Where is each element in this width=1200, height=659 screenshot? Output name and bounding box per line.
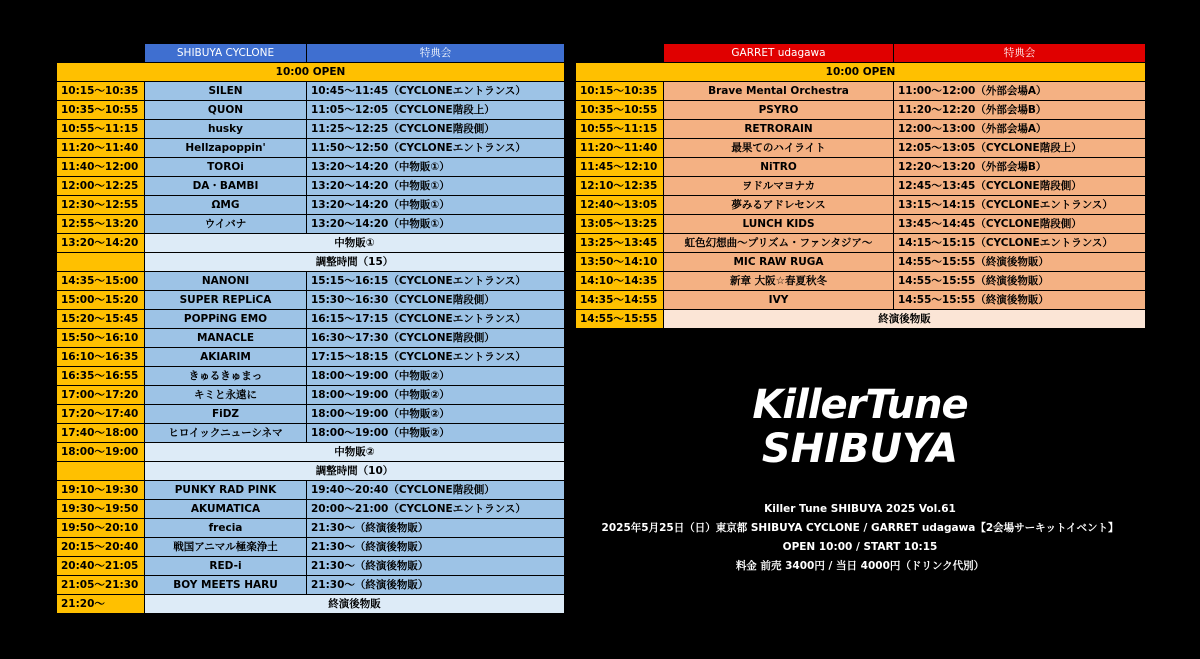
tokuten-cell: 21:30〜（終演後物販） — [307, 538, 565, 557]
act-row — [57, 538, 565, 557]
act-row — [57, 291, 565, 310]
act-row — [57, 120, 565, 139]
tokuten-cell: 13:20〜14:20（中物販①） — [307, 158, 565, 177]
act-row — [57, 519, 565, 538]
artist-cell: ヒロイックニューシネマ — [145, 424, 307, 443]
event-date-venue: 2025年5月25日（日）東京都 SHIBUYA CYCLONE / GARRET udagawa【2会場サーキットイベント】 — [601, 522, 1119, 534]
act-row — [57, 576, 565, 595]
artist-cell: Hellzapoppin' — [145, 139, 307, 158]
act-row — [57, 424, 565, 443]
act-row — [576, 158, 1146, 177]
artist-cell: 新章 大阪☆春夏秋冬 — [664, 272, 894, 291]
time-cell: 12:30〜12:55 — [57, 196, 145, 215]
artist-cell: Brave Mental Orchestra — [664, 82, 894, 101]
tokuten-cell: 21:30〜（終演後物販） — [307, 557, 565, 576]
act-row — [57, 82, 565, 101]
act-row — [576, 177, 1146, 196]
tokuten-cell: 18:00〜19:00（中物販②） — [307, 386, 565, 405]
act-row — [57, 386, 565, 405]
act-row — [576, 215, 1146, 234]
span-cell: 調整時間（10） — [145, 462, 565, 481]
time-cell: 19:30〜19:50 — [57, 500, 145, 519]
act-row — [576, 196, 1146, 215]
tokuten-cell: 11:05〜12:05（CYCLONE階段上） — [307, 101, 565, 120]
act-row — [576, 234, 1146, 253]
time-cell — [57, 253, 145, 272]
tokuten-header: 特典会 — [307, 44, 565, 63]
tokuten-cell: 13:20〜14:20（中物販①） — [307, 196, 565, 215]
tokuten-cell: 16:30〜17:30（CYCLONE階段側） — [307, 329, 565, 348]
tokuten-cell: 14:55〜15:55（終演後物販） — [894, 291, 1146, 310]
tokuten-cell: 12:00〜13:00（外部会場A） — [894, 120, 1146, 139]
artist-cell: NANONI — [145, 272, 307, 291]
artist-cell: MANACLE — [145, 329, 307, 348]
tokuten-cell: 19:40〜20:40（CYCLONE階段側） — [307, 481, 565, 500]
venue-header: GARRET udagawa — [664, 44, 894, 63]
artist-cell: SILEN — [145, 82, 307, 101]
header-spacer — [576, 44, 664, 63]
tokuten-cell: 12:20〜13:20（外部会場B） — [894, 158, 1146, 177]
time-cell: 16:10〜16:35 — [57, 348, 145, 367]
act-row — [576, 291, 1146, 310]
span-row — [57, 234, 565, 253]
time-cell: 20:40〜21:05 — [57, 557, 145, 576]
event-times: OPEN 10:00 / START 10:15 — [782, 541, 938, 553]
artist-cell: QUON — [145, 101, 307, 120]
time-cell: 21:05〜21:30 — [57, 576, 145, 595]
tokuten-cell: 21:30〜（終演後物販） — [307, 576, 565, 595]
act-row — [57, 158, 565, 177]
open-row — [576, 63, 1146, 82]
artist-cell: AKUMATICA — [145, 500, 307, 519]
act-row — [576, 120, 1146, 139]
tokuten-cell: 15:30〜16:30（CYCLONE階段側） — [307, 291, 565, 310]
tokuten-cell: 14:55〜15:55（終演後物販） — [894, 253, 1146, 272]
artist-cell: MIC RAW RUGA — [664, 253, 894, 272]
act-row — [576, 139, 1146, 158]
time-cell — [57, 462, 145, 481]
tokuten-cell: 21:30〜（終演後物販） — [307, 519, 565, 538]
time-cell: 15:50〜16:10 — [57, 329, 145, 348]
header-row — [57, 44, 565, 63]
tokuten-header: 特典会 — [894, 44, 1146, 63]
artist-cell: 戦国アニマル極楽浄土 — [145, 538, 307, 557]
tokuten-cell: 13:20〜14:20（中物販①） — [307, 177, 565, 196]
time-cell: 10:55〜11:15 — [576, 120, 664, 139]
act-row — [57, 272, 565, 291]
event-price: 料金 前売 3400円 / 当日 4000円（ドリンク代別） — [735, 560, 985, 572]
header-row — [576, 44, 1146, 63]
artist-cell: LUNCH KIDS — [664, 215, 894, 234]
time-cell: 12:55〜13:20 — [57, 215, 145, 234]
time-cell: 16:35〜16:55 — [57, 367, 145, 386]
artist-cell: NiTRO — [664, 158, 894, 177]
act-row — [576, 253, 1146, 272]
time-cell: 19:10〜19:30 — [57, 481, 145, 500]
act-row — [57, 405, 565, 424]
time-cell: 20:15〜20:40 — [57, 538, 145, 557]
tokuten-cell: 18:00〜19:00（中物販②） — [307, 405, 565, 424]
act-row — [576, 82, 1146, 101]
time-cell: 12:40〜13:05 — [576, 196, 664, 215]
span-cell: 終演後物販 — [664, 310, 1146, 329]
open-cell: 10:00 OPEN — [57, 63, 565, 82]
killer-tune-logo — [720, 383, 1000, 471]
tokuten-cell: 12:45〜13:45（CYCLONE階段側） — [894, 177, 1146, 196]
artist-cell: frecia — [145, 519, 307, 538]
act-row — [57, 348, 565, 367]
artist-cell: RETRORAIN — [664, 120, 894, 139]
artist-cell: SUPER REPLiCA — [145, 291, 307, 310]
span-row — [576, 310, 1146, 329]
time-cell: 18:00〜19:00 — [57, 443, 145, 462]
tokuten-cell: 14:15〜15:15（CYCLONEエントランス） — [894, 234, 1146, 253]
time-cell: 14:10〜14:35 — [576, 272, 664, 291]
span-row — [57, 443, 565, 462]
act-row — [57, 101, 565, 120]
tokuten-cell: 13:15〜14:15（CYCLONEエントランス） — [894, 196, 1146, 215]
act-row — [57, 367, 565, 386]
tokuten-cell: 10:45〜11:45（CYCLONEエントランス） — [307, 82, 565, 101]
artist-cell: PUNKY RAD PINK — [145, 481, 307, 500]
garret-timetable — [575, 43, 1146, 329]
span-row — [57, 253, 565, 272]
tokuten-cell: 11:50〜12:50（CYCLONEエントランス） — [307, 139, 565, 158]
time-cell: 10:55〜11:15 — [57, 120, 145, 139]
span-cell: 終演後物販 — [145, 595, 565, 614]
span-cell: 調整時間（15） — [145, 253, 565, 272]
artist-cell: PSYRO — [664, 101, 894, 120]
tokuten-cell: 18:00〜19:00（中物販②） — [307, 424, 565, 443]
tokuten-cell: 12:05〜13:05（CYCLONE階段上） — [894, 139, 1146, 158]
artist-cell: FiDZ — [145, 405, 307, 424]
open-row — [57, 63, 565, 82]
act-row — [57, 500, 565, 519]
artist-cell: 最果てのハイライト — [664, 139, 894, 158]
time-cell: 13:20〜14:20 — [57, 234, 145, 253]
span-cell: 中物販① — [145, 234, 565, 253]
time-cell: 14:35〜15:00 — [57, 272, 145, 291]
artist-cell: BOY MEETS HARU — [145, 576, 307, 595]
cyclone-timetable — [56, 43, 565, 614]
act-row — [57, 196, 565, 215]
act-row — [576, 272, 1146, 291]
artist-cell: DA・BAMBI — [145, 177, 307, 196]
artist-cell: キミと永遠に — [145, 386, 307, 405]
tokuten-cell: 13:20〜14:20（中物販①） — [307, 215, 565, 234]
time-cell: 10:15〜10:35 — [576, 82, 664, 101]
event-title: Killer Tune SHIBUYA 2025 Vol.61 — [764, 503, 956, 515]
act-row — [57, 481, 565, 500]
time-cell: 17:00〜17:20 — [57, 386, 145, 405]
open-cell: 10:00 OPEN — [576, 63, 1146, 82]
time-cell: 14:55〜15:55 — [576, 310, 664, 329]
artist-cell: ΩMG — [145, 196, 307, 215]
time-cell: 11:20〜11:40 — [576, 139, 664, 158]
span-row — [57, 462, 565, 481]
tokuten-cell: 11:00〜12:00（外部会場A） — [894, 82, 1146, 101]
time-cell: 15:20〜15:45 — [57, 310, 145, 329]
artist-cell: ウイバナ — [145, 215, 307, 234]
act-row — [57, 557, 565, 576]
artist-cell: husky — [145, 120, 307, 139]
time-cell: 11:40〜12:00 — [57, 158, 145, 177]
span-cell: 中物販② — [145, 443, 565, 462]
act-row — [57, 329, 565, 348]
artist-cell: TOROi — [145, 158, 307, 177]
time-cell: 13:25〜13:45 — [576, 234, 664, 253]
time-cell: 13:05〜13:25 — [576, 215, 664, 234]
time-cell: 11:45〜12:10 — [576, 158, 664, 177]
artist-cell: きゅるきゅまっ — [145, 367, 307, 386]
header-spacer — [57, 44, 145, 63]
time-cell: 21:20〜 — [57, 595, 145, 614]
logo-line-2: SHIBUYA — [761, 426, 959, 472]
time-cell: 10:35〜10:55 — [57, 101, 145, 120]
time-cell: 10:15〜10:35 — [57, 82, 145, 101]
artist-cell: ヲドルマヨナカ — [664, 177, 894, 196]
time-cell: 11:20〜11:40 — [57, 139, 145, 158]
tokuten-cell: 17:15〜18:15（CYCLONEエントランス） — [307, 348, 565, 367]
time-cell: 13:50〜14:10 — [576, 253, 664, 272]
artist-cell: AKIARIM — [145, 348, 307, 367]
time-cell: 12:10〜12:35 — [576, 177, 664, 196]
tokuten-cell: 11:20〜12:20（外部会場B） — [894, 101, 1146, 120]
tokuten-cell: 11:25〜12:25（CYCLONE階段側） — [307, 120, 565, 139]
time-cell: 17:40〜18:00 — [57, 424, 145, 443]
tokuten-cell: 15:15〜16:15（CYCLONEエントランス） — [307, 272, 565, 291]
tokuten-cell: 14:55〜15:55（終演後物販） — [894, 272, 1146, 291]
tokuten-cell: 13:45〜14:45（CYCLONE階段側） — [894, 215, 1146, 234]
act-row — [57, 215, 565, 234]
tokuten-cell: 20:00〜21:00（CYCLONEエントランス） — [307, 500, 565, 519]
artist-cell: POPPiNG EMO — [145, 310, 307, 329]
act-row — [57, 177, 565, 196]
artist-cell: 夢みるアドレセンス — [664, 196, 894, 215]
time-cell: 10:35〜10:55 — [576, 101, 664, 120]
venue-header: SHIBUYA CYCLONE — [145, 44, 307, 63]
tokuten-cell: 16:15〜17:15（CYCLONEエントランス） — [307, 310, 565, 329]
artist-cell: RED-i — [145, 557, 307, 576]
time-cell: 14:35〜14:55 — [576, 291, 664, 310]
artist-cell: 虹色幻想曲〜プリズム・ファンタジア〜 — [664, 234, 894, 253]
time-cell: 17:20〜17:40 — [57, 405, 145, 424]
tokuten-cell: 18:00〜19:00（中物販②） — [307, 367, 565, 386]
act-row — [576, 101, 1146, 120]
act-row — [57, 310, 565, 329]
event-info — [580, 500, 1140, 576]
span-row — [57, 595, 565, 614]
time-cell: 12:00〜12:25 — [57, 177, 145, 196]
artist-cell: IVY — [664, 291, 894, 310]
time-cell: 15:00〜15:20 — [57, 291, 145, 310]
time-cell: 19:50〜20:10 — [57, 519, 145, 538]
act-row — [57, 139, 565, 158]
logo-line-1: KillerTune — [752, 382, 968, 428]
